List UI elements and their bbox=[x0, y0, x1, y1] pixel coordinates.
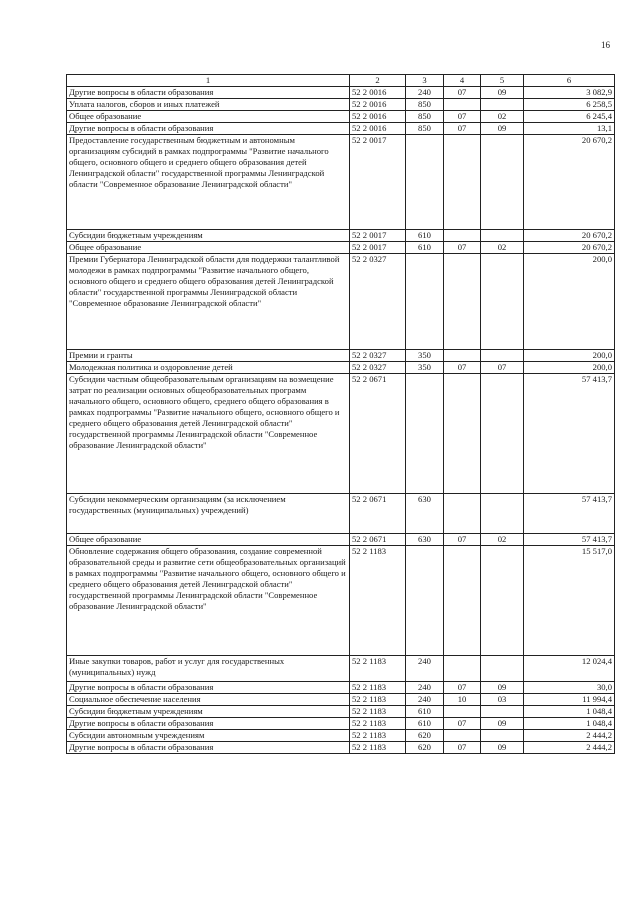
row-subsection: 09 bbox=[481, 123, 524, 135]
row-name: Общее образование bbox=[67, 242, 350, 254]
row-code: 52 2 0016 bbox=[350, 111, 406, 123]
table-row bbox=[67, 706, 615, 718]
row-section: 07 bbox=[444, 682, 481, 694]
row-subsection: 02 bbox=[481, 111, 524, 123]
row-section bbox=[444, 135, 481, 230]
row-subsection bbox=[481, 374, 524, 494]
table-row bbox=[67, 350, 615, 362]
row-code: 52 2 1183 bbox=[350, 656, 406, 682]
row-expense-type: 350 bbox=[406, 350, 444, 362]
table-row bbox=[67, 494, 615, 534]
row-section: 07 bbox=[444, 123, 481, 135]
row-sum: 20 670,2 bbox=[524, 135, 615, 230]
row-name: Субсидии некоммерческим организациям (за исключением государственных (муниципальных) учреждений) bbox=[67, 494, 350, 534]
row-name: Социальное обеспечение населения bbox=[67, 694, 350, 706]
row-expense-type: 620 bbox=[406, 730, 444, 742]
row-section: 07 bbox=[444, 111, 481, 123]
row-section bbox=[444, 374, 481, 494]
row-code: 52 2 0017 bbox=[350, 230, 406, 242]
row-code: 52 2 1183 bbox=[350, 742, 406, 754]
row-name: Другие вопросы в области образования bbox=[67, 718, 350, 730]
row-code: 52 2 1183 bbox=[350, 706, 406, 718]
row-subsection bbox=[481, 546, 524, 656]
row-expense-type: 610 bbox=[406, 706, 444, 718]
row-code: 52 2 1183 bbox=[350, 694, 406, 706]
row-section: 07 bbox=[444, 742, 481, 754]
row-name: Субсидии бюджетным учреждениям bbox=[67, 706, 350, 718]
table-row bbox=[67, 546, 615, 656]
row-section bbox=[444, 494, 481, 534]
row-expense-type bbox=[406, 374, 444, 494]
row-expense-type: 850 bbox=[406, 99, 444, 111]
table-row bbox=[67, 242, 615, 254]
row-sum: 3 082,9 bbox=[524, 87, 615, 99]
row-subsection: 09 bbox=[481, 742, 524, 754]
row-sum: 11 994,4 bbox=[524, 694, 615, 706]
budget-table bbox=[66, 74, 615, 754]
row-subsection bbox=[481, 730, 524, 742]
table-row bbox=[67, 99, 615, 111]
table-row bbox=[67, 254, 615, 350]
row-code: 52 2 0671 bbox=[350, 494, 406, 534]
row-subsection: 02 bbox=[481, 534, 524, 546]
row-subsection: 09 bbox=[481, 718, 524, 730]
header-col-5: 5 bbox=[481, 75, 524, 87]
row-name: Общее образование bbox=[67, 111, 350, 123]
row-name: Иные закупки товаров, работ и услуг для государственных (муниципальных) нужд bbox=[67, 656, 350, 682]
row-sum: 1 048,4 bbox=[524, 718, 615, 730]
row-subsection: 09 bbox=[481, 682, 524, 694]
row-code: 52 2 0327 bbox=[350, 362, 406, 374]
row-code: 52 2 1183 bbox=[350, 730, 406, 742]
row-subsection bbox=[481, 494, 524, 534]
row-expense-type: 240 bbox=[406, 87, 444, 99]
row-sum: 1 048,4 bbox=[524, 706, 615, 718]
row-expense-type: 350 bbox=[406, 362, 444, 374]
row-expense-type bbox=[406, 254, 444, 350]
row-section: 07 bbox=[444, 362, 481, 374]
row-code: 52 2 0016 bbox=[350, 99, 406, 111]
row-sum: 200,0 bbox=[524, 254, 615, 350]
row-sum: 200,0 bbox=[524, 350, 615, 362]
row-code: 52 2 0327 bbox=[350, 254, 406, 350]
row-name: Другие вопросы в области образования bbox=[67, 123, 350, 135]
row-sum: 20 670,2 bbox=[524, 230, 615, 242]
row-subsection: 09 bbox=[481, 87, 524, 99]
row-name: Другие вопросы в области образования bbox=[67, 742, 350, 754]
row-section: 10 bbox=[444, 694, 481, 706]
row-subsection bbox=[481, 706, 524, 718]
table-row bbox=[67, 742, 615, 754]
row-code: 52 2 1183 bbox=[350, 718, 406, 730]
row-expense-type bbox=[406, 135, 444, 230]
row-sum: 6 258,5 bbox=[524, 99, 615, 111]
header-col-3: 3 bbox=[406, 75, 444, 87]
row-sum: 2 444,2 bbox=[524, 742, 615, 754]
row-section bbox=[444, 350, 481, 362]
row-code: 52 2 0016 bbox=[350, 87, 406, 99]
row-subsection bbox=[481, 656, 524, 682]
row-sum: 57 413,7 bbox=[524, 494, 615, 534]
row-subsection: 02 bbox=[481, 242, 524, 254]
row-subsection bbox=[481, 350, 524, 362]
row-sum: 12 024,4 bbox=[524, 656, 615, 682]
table-row bbox=[67, 230, 615, 242]
row-subsection bbox=[481, 254, 524, 350]
row-name: Другие вопросы в области образования bbox=[67, 682, 350, 694]
row-expense-type bbox=[406, 546, 444, 656]
row-section: 07 bbox=[444, 534, 481, 546]
row-subsection: 07 bbox=[481, 362, 524, 374]
table-row bbox=[67, 374, 615, 494]
row-name: Субсидии автономным учреждениям bbox=[67, 730, 350, 742]
row-name: Молодежная политика и оздоровление детей bbox=[67, 362, 350, 374]
row-code: 52 2 0671 bbox=[350, 534, 406, 546]
header-col-4: 4 bbox=[444, 75, 481, 87]
table-row bbox=[67, 111, 615, 123]
row-expense-type: 240 bbox=[406, 694, 444, 706]
table-row bbox=[67, 694, 615, 706]
row-section bbox=[444, 546, 481, 656]
row-section bbox=[444, 99, 481, 111]
row-subsection bbox=[481, 230, 524, 242]
row-section bbox=[444, 230, 481, 242]
table-row bbox=[67, 135, 615, 230]
row-section: 07 bbox=[444, 87, 481, 99]
row-name: Общее образование bbox=[67, 534, 350, 546]
table-row bbox=[67, 730, 615, 742]
row-expense-type: 240 bbox=[406, 682, 444, 694]
row-name: Субсидии бюджетным учреждениям bbox=[67, 230, 350, 242]
row-sum: 30,0 bbox=[524, 682, 615, 694]
row-code: 52 2 0017 bbox=[350, 135, 406, 230]
row-section bbox=[444, 730, 481, 742]
row-sum: 20 670,2 bbox=[524, 242, 615, 254]
header-col-1: 1 bbox=[67, 75, 350, 87]
row-code: 52 2 0017 bbox=[350, 242, 406, 254]
row-expense-type: 630 bbox=[406, 494, 444, 534]
row-code: 52 2 1183 bbox=[350, 546, 406, 656]
row-expense-type: 610 bbox=[406, 242, 444, 254]
row-code: 52 2 0016 bbox=[350, 123, 406, 135]
row-section: 07 bbox=[444, 242, 481, 254]
row-section bbox=[444, 656, 481, 682]
header-col-6: 6 bbox=[524, 75, 615, 87]
header-row bbox=[67, 75, 615, 87]
row-code: 52 2 0671 bbox=[350, 374, 406, 494]
row-name: Субсидии частным общеобразовательным организациям на возмещение затрат по реализации основных общеобразовательных программ начального общего, основного общего, среднего общего образования в рамках подпрограммы "Развитие начального общего, основного общего и среднего общего образования детей Ленинградской области" государственной программы Ленинградской области "Современное образование Ленинградской области" bbox=[67, 374, 350, 494]
row-subsection bbox=[481, 135, 524, 230]
table-row bbox=[67, 656, 615, 682]
row-sum: 13,1 bbox=[524, 123, 615, 135]
row-name: Уплата налогов, сборов и иных платежей bbox=[67, 99, 350, 111]
row-sum: 2 444,2 bbox=[524, 730, 615, 742]
row-sum: 15 517,0 bbox=[524, 546, 615, 656]
row-name: Другие вопросы в области образования bbox=[67, 87, 350, 99]
table-row bbox=[67, 362, 615, 374]
header-col-2: 2 bbox=[350, 75, 406, 87]
row-expense-type: 240 bbox=[406, 656, 444, 682]
page-number: 16 bbox=[601, 40, 610, 50]
row-section: 07 bbox=[444, 718, 481, 730]
row-name: Премии и гранты bbox=[67, 350, 350, 362]
row-expense-type: 610 bbox=[406, 718, 444, 730]
table-row bbox=[67, 87, 615, 99]
row-sum: 57 413,7 bbox=[524, 534, 615, 546]
row-expense-type: 620 bbox=[406, 742, 444, 754]
row-section bbox=[444, 254, 481, 350]
table-row bbox=[67, 718, 615, 730]
row-subsection bbox=[481, 99, 524, 111]
table-row bbox=[67, 682, 615, 694]
row-sum: 6 245,4 bbox=[524, 111, 615, 123]
row-name: Обновление содержания общего образования, создание современной образовательной среды и развитие сети общеобразовательных организаций в рамках подпрограммы "Развитие начального общего, основного общего и среднего общего образования детей Ленинградской области" государственной программы Ленинградской области "Современное образование Ленинградской области" bbox=[67, 546, 350, 656]
row-expense-type: 850 bbox=[406, 123, 444, 135]
row-name: Премии Губернатора Ленинградской области для поддержки талантливой молодежи в рамках подпрограммы "Развитие начального общего, основного общего и среднего общего образования детей Ленинградской области" государственной программы Ленинградской области "Современное образование Ленинградской области" bbox=[67, 254, 350, 350]
budget-table-body bbox=[67, 75, 615, 754]
row-code: 52 2 1183 bbox=[350, 682, 406, 694]
row-subsection: 03 bbox=[481, 694, 524, 706]
row-expense-type: 630 bbox=[406, 534, 444, 546]
row-code: 52 2 0327 bbox=[350, 350, 406, 362]
table-row bbox=[67, 123, 615, 135]
row-expense-type: 610 bbox=[406, 230, 444, 242]
row-name: Предоставление государственным бюджетным и автономным организациям субсидий в рамках подпрограммы "Развитие начального общего, основного общего и среднего общего образования детей Ленинградской области" государственной программы Ленинградской области "Современное образование Ленинградской области" bbox=[67, 135, 350, 230]
table-row bbox=[67, 534, 615, 546]
row-sum: 57 413,7 bbox=[524, 374, 615, 494]
row-section bbox=[444, 706, 481, 718]
row-sum: 200,0 bbox=[524, 362, 615, 374]
row-expense-type: 850 bbox=[406, 111, 444, 123]
